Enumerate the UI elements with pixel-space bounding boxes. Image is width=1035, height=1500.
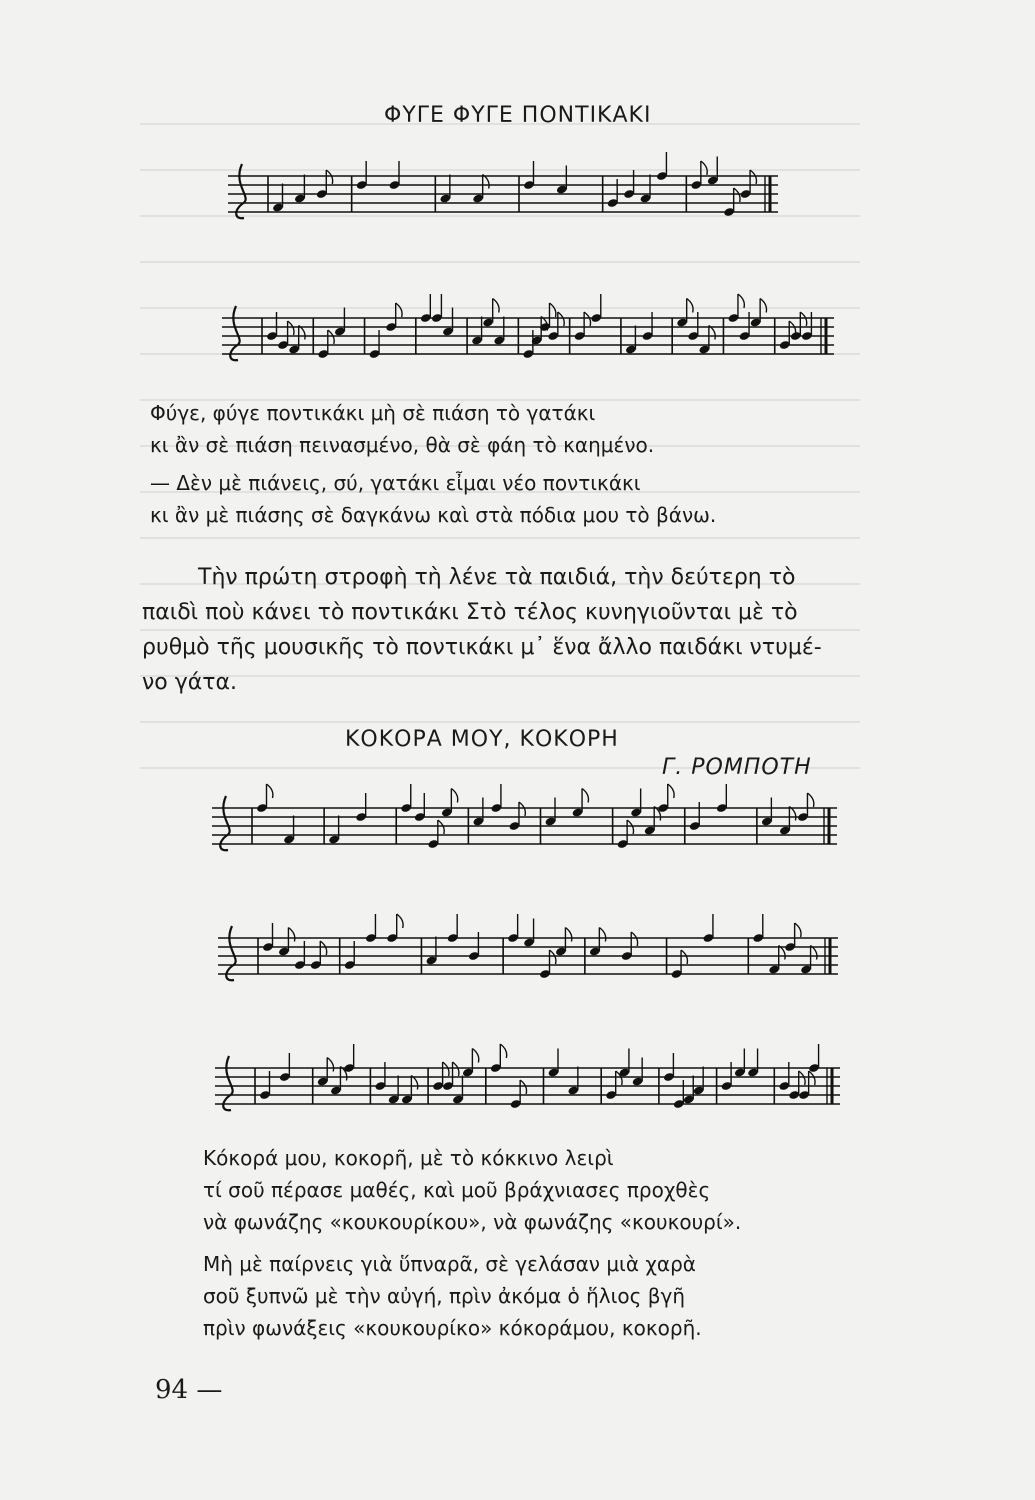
prose-line: νο γάτα.: [142, 670, 238, 695]
prose-line: Τὴν πρώτη στροφὴ τὴ λένε τὰ παιδιά, τὴν δεύτερη τὸ: [198, 565, 796, 590]
song2-lyrics: [203, 1142, 741, 1344]
prose-paragraph: [142, 560, 918, 700]
lyric-line: — Δὲν μὲ πιάνεις, σύ, γατάκι εἶμαι νέο ποντικάκι: [150, 471, 641, 495]
sheet-music-staff-5: [215, 1050, 845, 1130]
lyric-line: σοῦ ξυπνῶ μὲ τὴν αὐγή, πρὶν ἀκόμα ὁ ἥλιος βγῆ: [203, 1284, 685, 1308]
song2-title: ΚΟΚΟΡΑ ΜΟΥ, ΚΟΚΟΡΗ: [345, 727, 619, 752]
song1-title: ΦΥΓΕ ΦΥΓΕ ΠΟΝΤΙΚΑΚΙ: [384, 103, 652, 128]
lyric-line: τί σοῦ πέρασε μαθές, καὶ μοῦ βράχνιασες προχθὲς: [203, 1178, 711, 1202]
page-number: 94 —: [155, 1375, 223, 1405]
sheet-music-staff-1: [228, 158, 788, 238]
sheet-music-staff-2: [222, 300, 842, 390]
song2-composer: Γ. ΡΟΜΠΟΤΗ: [662, 755, 812, 780]
prose-line: ρυθμὸ τῆς μουσικῆς τὸ ποντικάκι μ᾽ ἕνα ἄλλο παιδάκι ντυμέ-: [142, 635, 822, 660]
lyric-line: κι ἂν μὲ πιάσης σὲ δαγκάνω καὶ στὰ πόδια μου τὸ βάνω.: [150, 503, 717, 527]
lyric-line: πρὶν φωνάξεις «κουκουρίκο» κόκοράμου, κοκορῆ.: [203, 1316, 702, 1340]
song1-lyrics: [150, 397, 716, 531]
sheet-music-staff-4: [218, 920, 843, 1000]
prose-line: παιδὶ ποὺ κάνει τὸ ποντικάκι Στὸ τέλος κυνηγιοῦνται μὲ τὸ: [142, 600, 798, 625]
sheet-music-staff-3: [212, 790, 842, 870]
lyric-line: νὰ φωνάζης «κουκουρίκου», νὰ φωνάζης «κουκουρί».: [203, 1210, 742, 1234]
lyric-line: κι ἂν σὲ πιάση πεινασμένο, θὰ σὲ φάη τὸ καημένο.: [150, 433, 655, 457]
lyric-line: Κόκορά μου, κοκορῆ, μὲ τὸ κόκκινο λειρὶ: [203, 1146, 614, 1170]
lyric-line: Μὴ μὲ παίρνεις γιὰ ὕπναρᾶ, σὲ γελάσαν μιὰ χαρὰ: [203, 1252, 696, 1276]
lyric-line: Φύγε, φύγε ποντικάκι μὴ σὲ πιάση τὸ γατάκι: [150, 401, 596, 425]
